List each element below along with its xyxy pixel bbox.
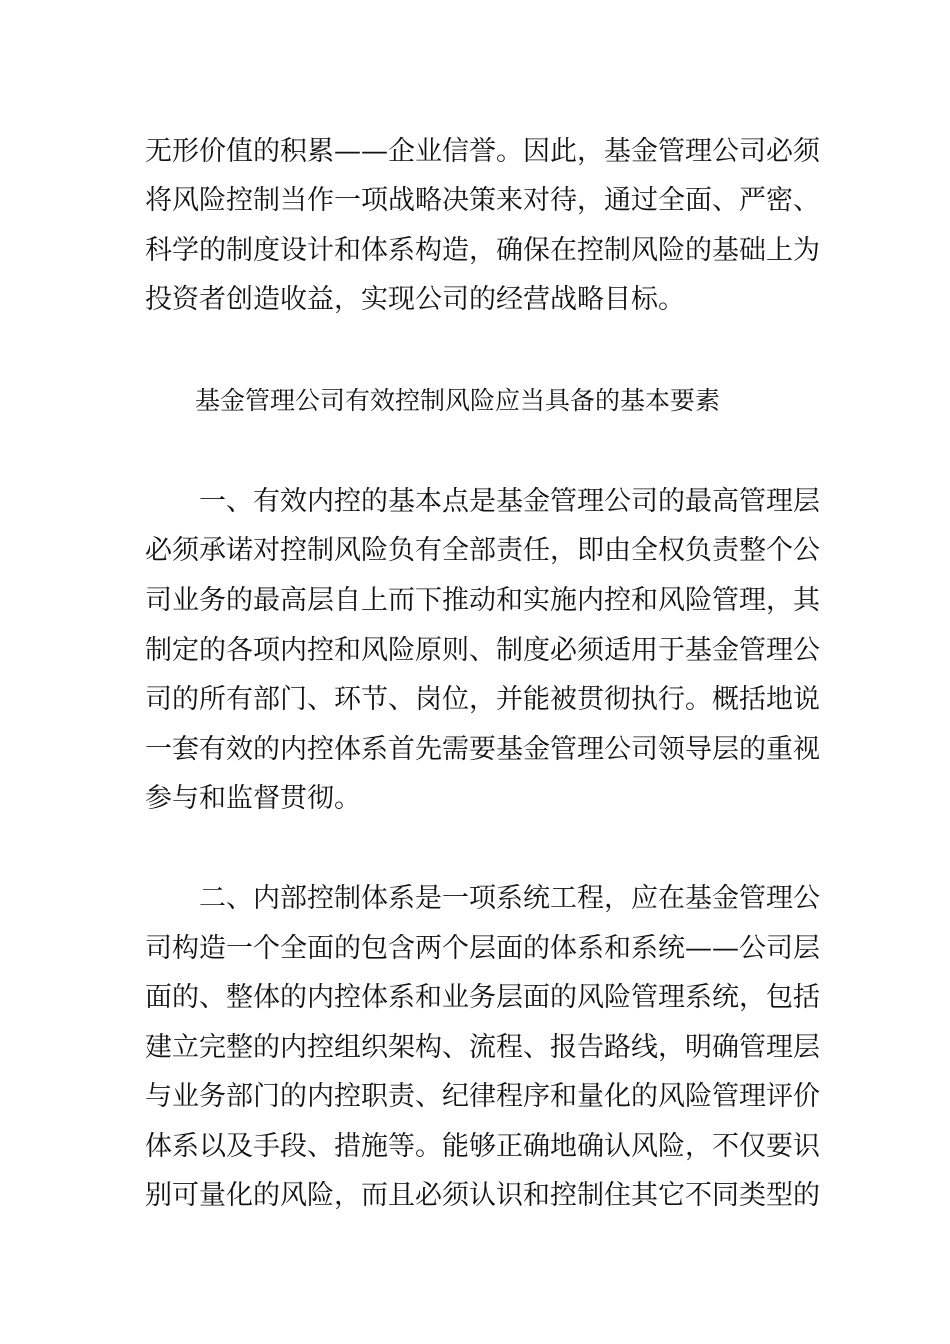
paragraph-two-line-5: 与业务部门的内控职责、纪律程序和量化的风险管理评价 xyxy=(145,1081,820,1112)
paragraph-one-line-6: 一套有效的内控体系首先需要基金管理公司领导层的重视 xyxy=(145,734,820,765)
intro-line-3: 科学的制度设计和体系构造，确保在控制风险的基础上为 xyxy=(145,235,820,266)
paragraph-two-line-7: 别可量化的风险，而且必须认识和控制住其它不同类型的 xyxy=(145,1180,820,1211)
intro-line-4: 投资者创造收益，实现公司的经营战略目标。 xyxy=(145,284,685,315)
paragraph-two-line-4: 建立完整的内控组织架构、流程、报告路线，明确管理层 xyxy=(145,1032,820,1063)
paragraph-two-line-1: 二、内部控制体系是一项系统工程，应在基金管理公 xyxy=(145,883,820,914)
paragraph-one-line-5: 司的所有部门、环节、岗位，并能被贯彻执行。概括地说 xyxy=(145,684,820,715)
section-heading: 基金管理公司有效控制风险应当具备的基本要素 xyxy=(195,386,721,415)
paragraph-two-line-3: 面的、整体的内控体系和业务层面的风险管理系统，包括 xyxy=(145,982,820,1013)
paragraph-one-line-2: 必须承诺对控制风险负有全部责任，即由全权负责整个公 xyxy=(145,535,820,566)
paragraph-two-line-2: 司构造一个全面的包含两个层面的体系和系统——公司层 xyxy=(145,933,820,964)
intro-line-2: 将风险控制当作一项战略决策来对待，通过全面、严密、 xyxy=(145,185,820,216)
paragraph-two-line-6: 体系以及手段、措施等。能够正确地确认风险，不仅要识 xyxy=(145,1131,820,1162)
paragraph-one-line-1: 一、有效内控的基本点是基金管理公司的最高管理层 xyxy=(145,486,820,517)
paragraph-one-line-7: 参与和监督贯彻。 xyxy=(145,783,361,814)
paragraph-one-line-4: 制定的各项内控和风险原则、制度必须适用于基金管理公 xyxy=(145,635,820,666)
paragraph-one-line-3: 司业务的最高层自上而下推动和实施内控和风险管理，其 xyxy=(145,585,820,616)
intro-line-1: 无形价值的积累——企业信誉。因此，基金管理公司必须 xyxy=(145,136,820,167)
